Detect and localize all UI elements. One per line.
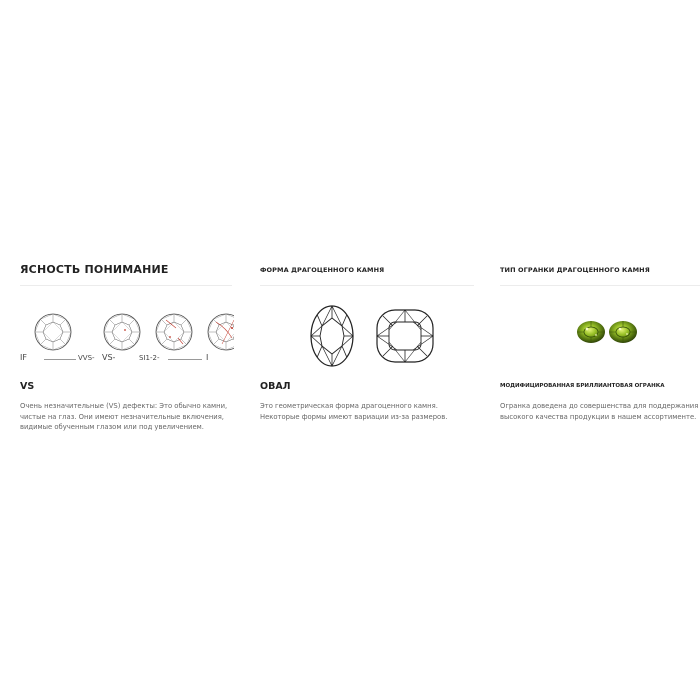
clarity-section — [20, 262, 234, 433]
shape-visual — [260, 286, 476, 381]
scale-label-i: I — [206, 353, 209, 362]
cut-section — [500, 262, 700, 422]
scale-label-if: IF — [20, 353, 27, 362]
scale-label-vvs: VVS- — [78, 354, 95, 362]
cut-visual — [500, 286, 700, 381]
scale-label-si: SI1-2- — [139, 354, 160, 362]
gem-photo-right — [609, 321, 637, 343]
diamond-vvs — [104, 314, 140, 350]
cushion-shape-icon — [377, 310, 433, 362]
cut-gem-images — [500, 286, 700, 381]
shape-selected-title: ОВАЛ — [260, 381, 291, 392]
diamond-if — [35, 314, 71, 350]
oval-shape-icon — [311, 306, 353, 366]
clarity-description: Очень незначительные (VS) дефекты: Это обычно камни, чистые на глаз. Они имеют незначительные включения, видимые обученным глазом или под увеличением. — [20, 402, 228, 431]
cut-description: Огранка доведена до совершенства для поддержания высокого качества продукции в нашем ассортименте. — [500, 402, 699, 421]
cut-heading: ТИП ОГРАНКИ ДРАГОЦЕННОГО КАМНЯ — [500, 266, 650, 274]
diamond-si — [156, 314, 192, 350]
diamond-i — [208, 314, 234, 350]
shape-illustrations — [260, 286, 476, 381]
clarity-selected-title: VS — [20, 381, 35, 392]
clarity-heading: ЯСНОСТЬ ПОНИМАНИЕ — [20, 263, 169, 276]
scale-line-1 — [44, 359, 76, 360]
clarity-scale — [20, 286, 234, 381]
gem-photo-left — [577, 321, 605, 343]
scale-line-2 — [168, 359, 202, 360]
cut-selected-title: МОДИФИЦИРОВАННАЯ БРИЛЛИАНТОВАЯ ОГРАНКА — [500, 383, 665, 389]
shape-heading: ФОРМА ДРАГОЦЕННОГО КАМНЯ — [260, 266, 385, 274]
shape-description: Это геометрическая форма драгоценного камня. Некоторые формы имеют вариации из-за размеров. — [260, 402, 448, 421]
scale-label-vs: VS- — [102, 353, 116, 362]
clarity-diamonds — [20, 286, 234, 352]
shape-section — [260, 262, 476, 422]
